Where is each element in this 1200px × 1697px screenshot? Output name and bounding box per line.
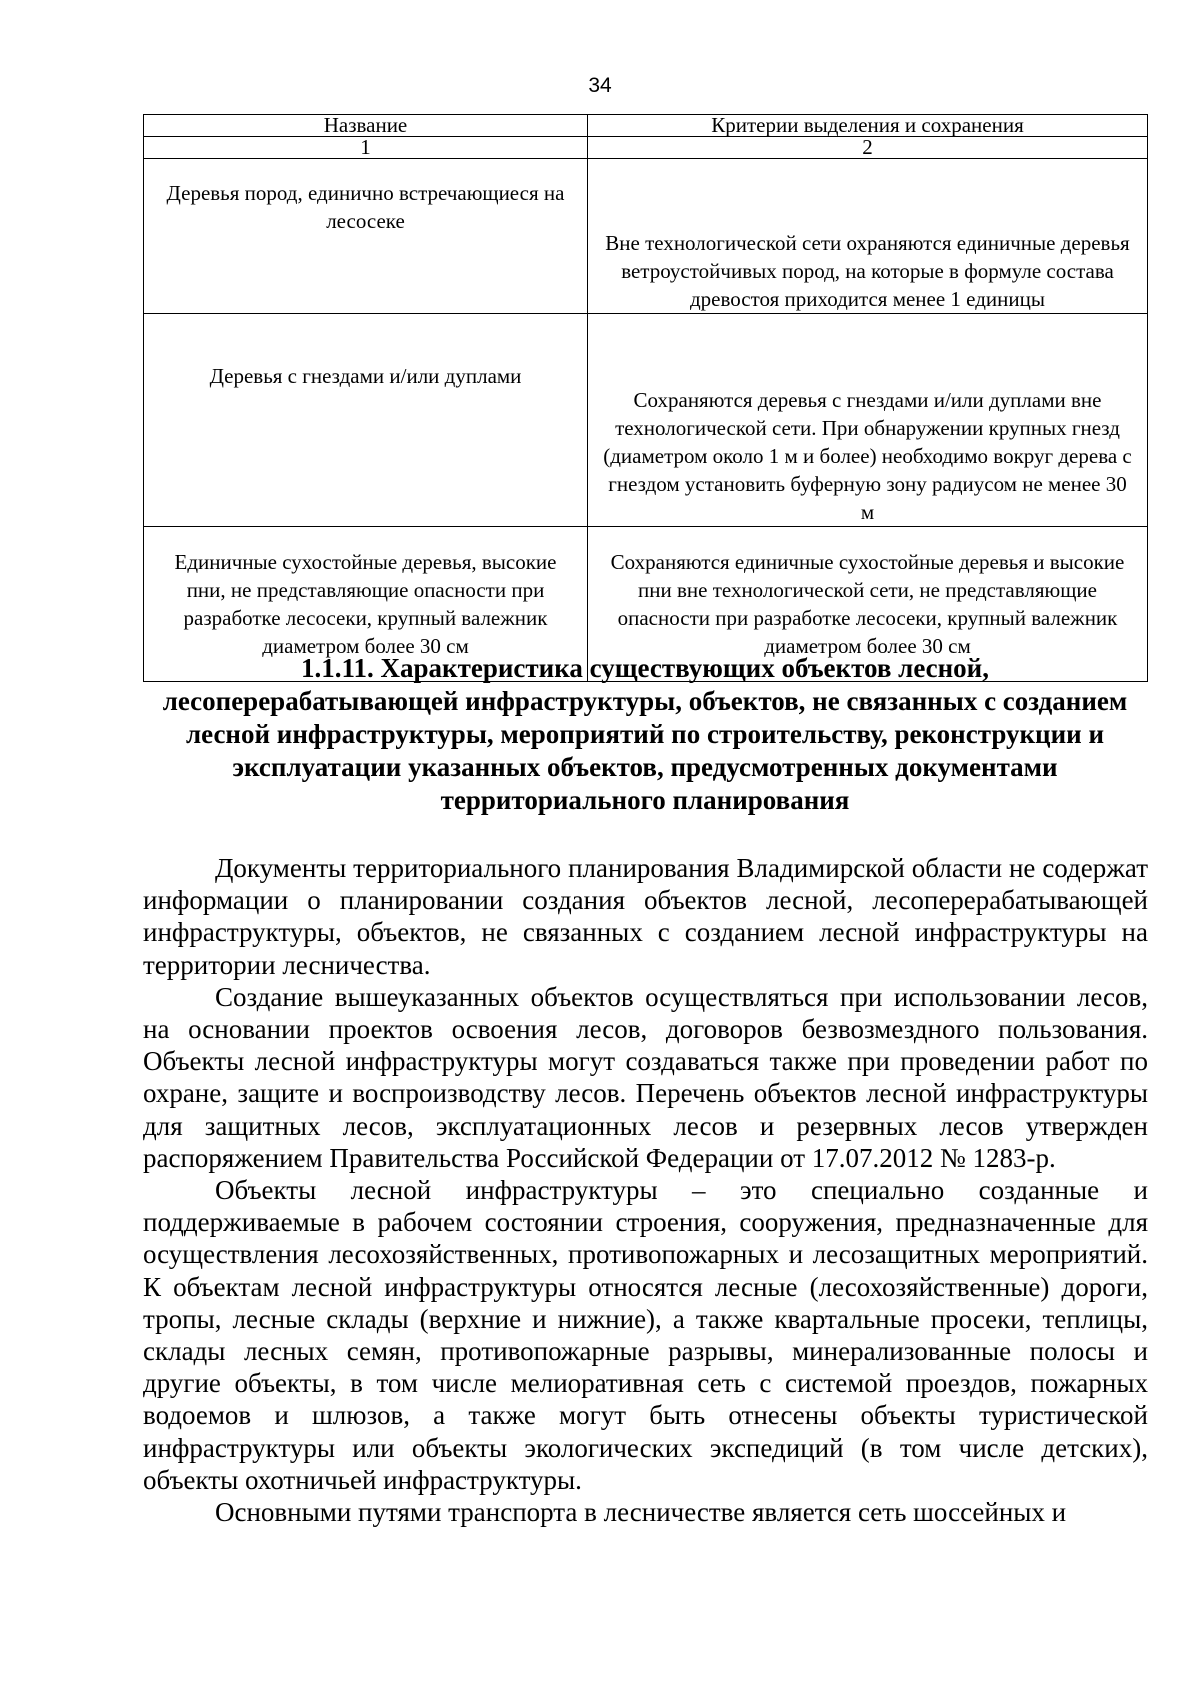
- paragraph: Основными путями транспорта в лесничестве является сеть шоссейных и: [215, 1497, 1067, 1528]
- cell-name: Деревья пород, единично встречающиеся на лесосеке: [144, 159, 588, 314]
- table-header-row: [144, 115, 1148, 137]
- table-column-number-row: [144, 137, 1148, 159]
- cell-criteria: Вне технологической сети охраняются единичные деревья ветроустойчивых пород, на которые в формуле состава древостоя приходится менее 1 единицы: [588, 159, 1148, 314]
- table-row: [144, 314, 1148, 527]
- page-number: 34: [588, 74, 612, 97]
- section-title: 1.1.11. Характеристика существующих объектов лесной, лесоперерабатывающей инфраструктуры, объектов, не связанных с созданием лесной инфраструктуры, мероприятий по строительству, реконструкции и эксплуатации указанных объектов, предусмотренных документами территориального планирования: [162, 653, 1128, 815]
- header-criteria: Критерии выделения и сохранения: [588, 115, 1148, 137]
- paragraph: Документы территориального планирования Владимирской области не содержат информации о планировании создания объектов лесной, лесоперерабатывающей инфраструктуры, объектов, не связанных с созданием лесной инфраструктуры на территории лесничества.: [143, 853, 1148, 980]
- paragraph: Объекты лесной инфраструктуры – это специально созданные и поддерживаемые в рабочем состоянии строения, сооружения, предназначенные для осуществления лесохозяйственных, противопожарных и лесозащитных мероприятий. К объектам лесной инфраструктуры относятся лесные (лесохозяйственные) дороги, тропы, лесные склады (верхние и нижние), а также квартальные просеки, теплицы, склады лесных семян, противопожарные разрывы, минерализованные полосы и другие объекты, в том числе мелиоративная сеть с системой проездов, пожарных водоемов и шлюзов, а также могут быть отнесены объекты туристической инфраструктуры или объекты экологических экспедиций (в том числе детских), объекты охотничьей инфраструктуры.: [143, 1175, 1148, 1495]
- paragraph: Создание вышеуказанных объектов осуществляться при использовании лесов, на основании проектов освоения лесов, договоров безвозмездного пользования. Объекты лесной инфраструктуры могут создаваться также при проведении работ по охране, защите и воспроизводству лесов. Перечень объектов лесной инфраструктуры для защитных лесов, эксплуатационных лесов и резервных лесов утвержден распоряжением Правительства Российской Федерации от 17.07.2012 № 1283-р.: [143, 981, 1148, 1173]
- cell-criteria: Сохраняются единичные сухостойные деревья и высокие пни вне технологической сети, не представляющие опасности при разработке лесосеки, крупный валежник диаметром более 30 см: [588, 527, 1148, 682]
- table-row: [144, 159, 1148, 314]
- column-number-1: 1: [144, 137, 588, 159]
- cell-criteria: Сохраняются деревья с гнездами и/или дуплами вне технологической сети. При обнаружении крупных гнезд (диаметром около 1 м и более) необходимо вокруг дерева с гнездом установить буферную зону радиусом не менее 30 м: [588, 314, 1148, 527]
- criteria-table: [143, 114, 1148, 682]
- header-name: Название: [144, 115, 588, 137]
- column-number-2: 2: [588, 137, 1148, 159]
- cell-name: Деревья с гнездами и/или дуплами: [144, 314, 588, 527]
- body-text: [143, 852, 1148, 1528]
- cell-name: Единичные сухостойные деревья, высокие пни, не представляющие опасности при разработке лесосеки, крупный валежник диаметром более 30 см: [144, 527, 588, 682]
